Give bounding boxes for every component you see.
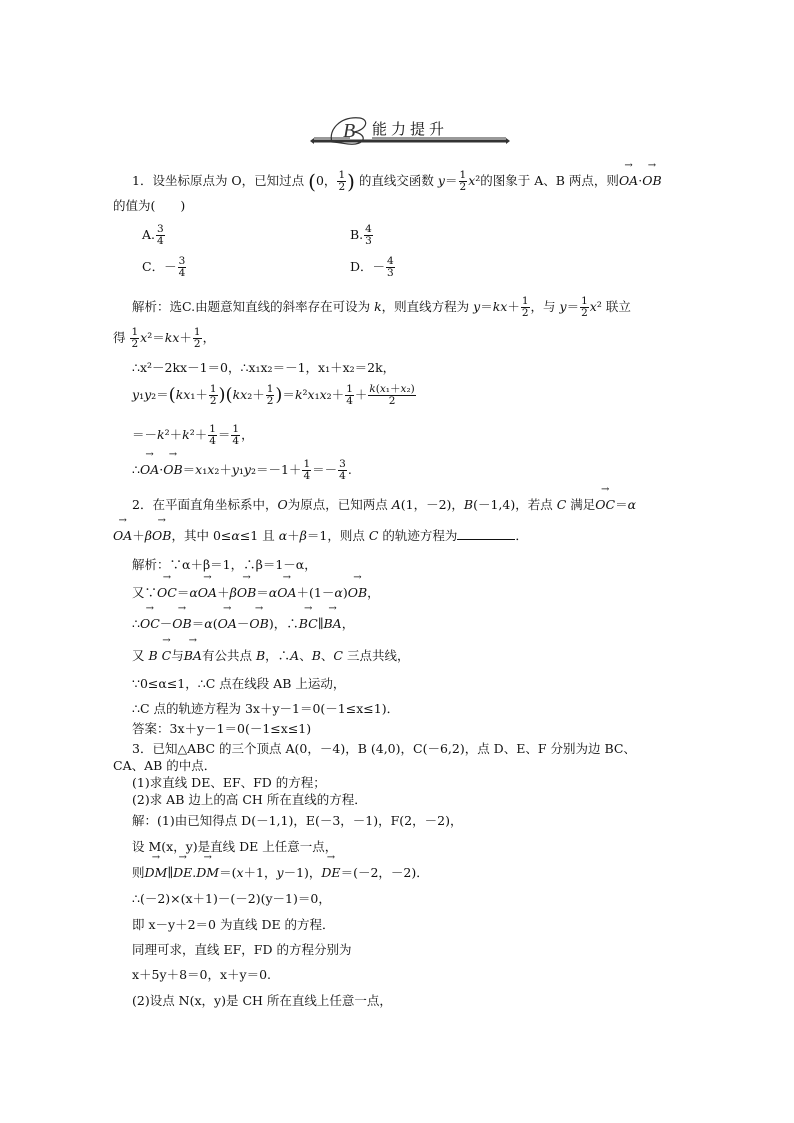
- q3-solution-line-7: x＋5y＋8＝0，x＋y＝0.: [132, 967, 272, 982]
- q3-solution-line-5: 即 x－y＋2＝0 为直线 DE 的方程．: [132, 917, 335, 932]
- q3-stem-line-1: 3．已知△ABC 的三个顶点 A(0，－4)，B (4,0)，C(－6,2)，点 D、E、F 分别为边 BC、: [132, 741, 636, 756]
- q1-option-a: A. $\frac{3}{4}$: [142, 223, 164, 247]
- q3-solution-line-2: 设 M(x，y)是直线 DE 上任意一点，: [132, 839, 338, 854]
- q3-part-1: (1)求直线 DE、EF、FD 的方程；: [132, 775, 326, 790]
- q3-solution-line-4: ∴(－2)×(x＋1)－(－2)(y－1)＝0，: [132, 891, 331, 906]
- q1-option-d: D．－ $\frac{4}{3}$: [350, 255, 394, 279]
- q1-solution-line-4: y₁y₂＝(kx₁＋ $\frac{1}{2}$ )(kx₂＋ $\frac{1}{2}$ )＝k²x₁x₂＋ $\frac{1}{4}$ ＋ $\frac{\text{k(x₁＋x₂)}}{2}$: [132, 383, 415, 407]
- q1-stem: 1．设坐标原点为 O，已知过点 (0， $\frac{1}{2}$ ) 的直线交函数 y＝ $\frac{1}{2}$ x²的图象于 A、B 两点，则→ OA·→ OB: [132, 170, 662, 193]
- q1-solution-line-5: ＝－k²＋k²＋ $\frac{1}{4}$ ＝ $\frac{1}{4}$ ，: [132, 423, 254, 447]
- q2-solution-line-1: 解析：∵α＋β＝1，∴β＝1－α，: [132, 557, 317, 572]
- q2-solution-line-3: ∴→ OC－→ OB＝α(→ OA－→ OB)，∴→ BC∥→ BA，: [132, 615, 354, 633]
- q2-solution-line-4: 又 B → C与→ BA有公共点 B，∴A、B、C 三点共线，: [132, 647, 409, 665]
- answer-blank: [457, 527, 515, 540]
- section-title: 能力提升: [372, 120, 449, 138]
- q2-solution-line-5: ∵0≤α≤1，∴C 点在线段 AB 上运动，: [132, 676, 346, 691]
- q1-solution-line-3: ∴x²－2kx－1＝0，∴x₁x₂＝－1，x₁＋x₂＝2k，: [132, 360, 396, 375]
- q3-solution-line-3: 则→ DM∥→ DE.→ DM＝(x＋1，y－1)，→ DE＝(－2，－2)．: [132, 864, 429, 882]
- q2-stem-line-2: → OA＋β→ OB，其中 0≤α≤1 且 α＋β＝1，则点 C 的轨迹方程为 ．: [113, 527, 528, 545]
- q1-solution-line-2: 得 $\frac{1}{2}$ x²＝kx＋ $\frac{1}{2}$ ，: [113, 326, 216, 350]
- q2-solution-line-2: 又∵→ OC＝α→ OA＋β→ OB＝α→ OA＋(1－α)→ OB，: [132, 584, 380, 602]
- q1-option-c: C．－ $\frac{3}{4}$: [142, 255, 186, 279]
- banner-letter: B: [343, 120, 356, 142]
- q1-solution-line-6: ∴→ OA·→ OB＝x₁x₂＋y₁y₂＝－1＋ $\frac{1}{4}$ ＝－ $\frac{3}{4}$ .: [132, 459, 352, 482]
- q3-stem-line-2: CA、AB 的中点．: [113, 758, 217, 773]
- q3-solution-line-1: 解：(1)由已知得点 D(－1,1)，E(－3，－1)，F(2，－2)，: [132, 813, 463, 828]
- q3-part-2: (2)求 AB 边上的高 CH 所在直线的方程．: [132, 792, 367, 807]
- q2-solution-line-6: ∴C 点的轨迹方程为 3x＋y－1＝0(－1≤x≤1)．: [132, 701, 400, 716]
- q2-stem-line-1: 2．在平面直角坐标系中，O为原点，已知两点 A(1，－2)，B(－1,4)，若点 C 满足→ OC＝α: [132, 496, 636, 514]
- q1-solution-line-1: 解析：选C.由题意知直线的斜率存在可设为 k，则直线方程为 y＝kx＋ $\frac{1}{2}$ ，与 y＝ $\frac{1}{2}$ x² 联立: [132, 295, 631, 319]
- q2-answer: 答案：3x＋y－1＝0(－1≤x≤1): [132, 721, 312, 736]
- q3-solution-line-6: 同理可求，直线 EF，FD 的方程分别为: [132, 942, 352, 957]
- q1-stem-cont: 的值为( ): [113, 198, 186, 213]
- q3-solution-line-8: (2)设点 N(x，y)是 CH 所在直线上任意一点，: [132, 993, 392, 1008]
- q1-option-b: B. $\frac{4}{3}$: [350, 223, 372, 247]
